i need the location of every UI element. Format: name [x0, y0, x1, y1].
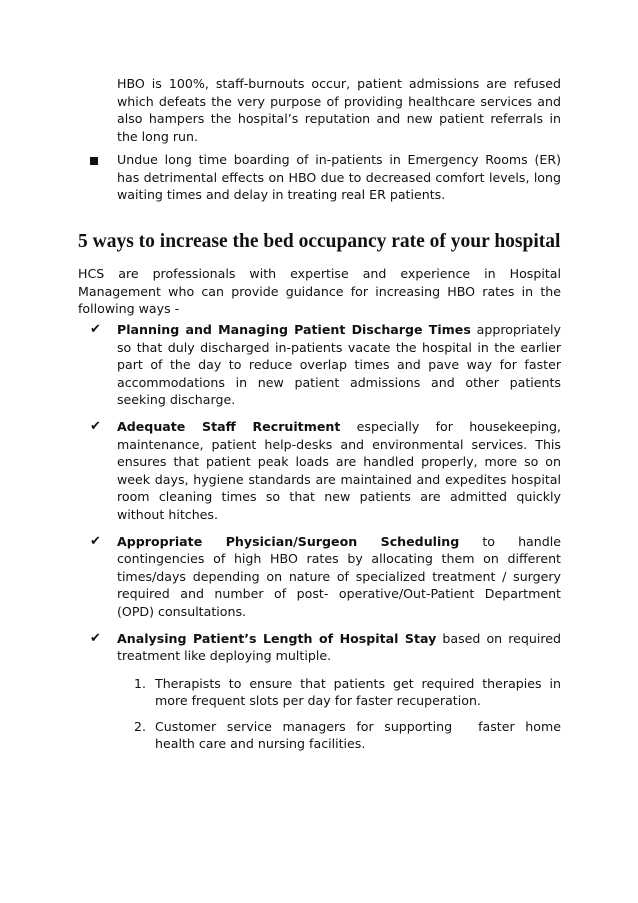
- check-item-body: especially for housekeeping, maintenance, patient help-desks and environmental services. This ensures that patient peak loads are handled properly, more so on week days, hygiene standards are maintained and expedites hospital room cleaning times so that new patients are admitted quickly without hitches.: [117, 418, 561, 522]
- check-icon: ✔: [90, 630, 101, 646]
- section-heading: 5 ways to increase the bed occupancy rate of your hospital: [78, 231, 561, 252]
- square-bullet-text: Undue long time boarding of in-patients in Emergency Rooms (ER) has detrimental effects on HBO due to decreased comfort levels, long waiting times and delay in treating real ER patients.: [117, 152, 561, 203]
- check-item-scheduling: [90, 533, 561, 621]
- numbered-item-text: faster home health care and nursing facilities.: [155, 718, 561, 752]
- check-item-title: Analysing Patient’s Length of Hospital Stay: [117, 630, 437, 646]
- list-number: 2.: [134, 718, 147, 734]
- numbered-item: [134, 718, 561, 753]
- continued-paragraph: HBO is 100%, staff-burnouts occur, patient admissions are refused which defeats the very purpose of providing healthcare services and also hampers the hospital’s reputation and new patient referrals in the long run.: [117, 76, 561, 144]
- numbered-list: [117, 675, 561, 753]
- check-item-title: Appropriate Physician/Surgeon Scheduling: [117, 533, 460, 549]
- check-item-body: appropriately so that duly discharged in-patients vacate the hospital in the earlier part of the day to reduce overlap times and pave way for faster accommodations in new patient admissions and other patients seeking discharge.: [117, 322, 561, 408]
- check-item-discharge: [90, 321, 561, 409]
- square-bullet-icon: [90, 157, 98, 165]
- check-item-title: Planning and Managing Patient Discharge Times: [117, 322, 471, 337]
- list-number: 1.: [134, 675, 147, 691]
- check-item-staff: [90, 418, 561, 524]
- check-item-body: based on required treatment like deploying multiple.: [117, 630, 561, 664]
- section-intro: HCS are professionals with expertise and experience in Hospital Management who can provide guidance for increasing HBO rates in the following ways -: [78, 266, 561, 317]
- check-list: [0, 321, 638, 762]
- check-item-body: to handle contingencies of high HBO rates by allocating them on different times/days depending on nature of specialized treatment / surgery required and number of post- operative/Out-Patient Department (OPD) consultations.: [117, 533, 561, 619]
- check-item-title: Adequate Staff Recruitment: [117, 418, 341, 434]
- numbered-item-text: Customer service managers for supporting: [155, 718, 453, 734]
- check-icon: ✔: [90, 533, 101, 549]
- check-icon: ✔: [90, 418, 101, 434]
- check-item-length-of-stay: [90, 630, 561, 754]
- check-icon: ✔: [90, 322, 101, 337]
- numbered-item-text: Therapists to ensure that patients get required therapies in more frequent slots per day for faster recuperation.: [155, 675, 561, 709]
- numbered-item: [134, 675, 561, 710]
